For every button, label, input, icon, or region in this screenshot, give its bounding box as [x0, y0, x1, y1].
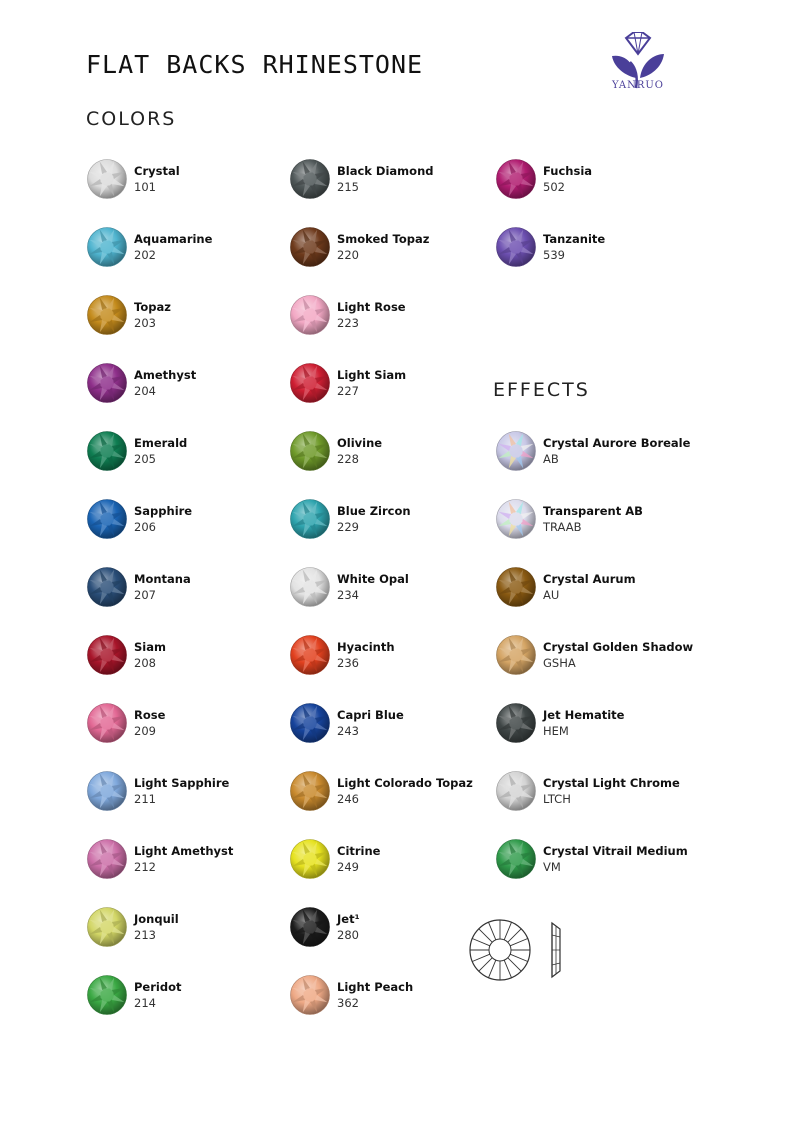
rhinestone-icon [496, 703, 536, 743]
rhinestone-icon [496, 635, 536, 675]
rhinestone-icon [290, 635, 330, 675]
swatch-code: 223 [337, 316, 359, 330]
swatch-code: 211 [134, 792, 156, 806]
swatch-code: TRAAB [543, 520, 582, 534]
rhinestone-icon [496, 431, 536, 471]
swatch-name: Rose [134, 708, 166, 722]
rhinestone-icon [87, 703, 127, 743]
swatch-code: GSHA [543, 656, 576, 670]
swatch-code: 220 [337, 248, 359, 262]
swatch-name: Emerald [134, 436, 188, 450]
swatch-code: 502 [543, 180, 565, 194]
rhinestone-icon [290, 975, 330, 1015]
swatch-code: 212 [134, 860, 156, 874]
swatch-code: 101 [134, 180, 156, 194]
swatch-name: Capri Blue [337, 708, 404, 722]
rhinestone-icon [290, 567, 330, 607]
swatch-name: Light Siam [337, 368, 407, 382]
rhinestone-icon [87, 635, 127, 675]
swatch-code: 206 [134, 520, 156, 534]
swatch-code: 228 [337, 452, 359, 466]
page-title: FLAT BACKS RHINESTONE [86, 50, 424, 79]
brand-name: YANRUO [612, 80, 664, 91]
rhinestone-icon [290, 159, 330, 199]
swatch-code: 209 [134, 724, 156, 738]
swatch-name: White Opal [337, 572, 409, 586]
swatch-code: 243 [337, 724, 359, 738]
swatch-name: Aquamarine [134, 232, 213, 246]
swatch-name: Sapphire [134, 504, 193, 518]
swatch-code: 213 [134, 928, 156, 942]
swatch-name: Crystal Golden Shadow [543, 640, 694, 654]
swatch-code: 207 [134, 588, 156, 602]
swatch-code: AB [543, 452, 559, 466]
rhinestone-icon [87, 975, 127, 1015]
swatch-name: Black Diamond [337, 164, 434, 178]
swatch-code: 214 [134, 996, 156, 1010]
swatch-name: Olivine [337, 436, 383, 450]
rhinestone-icon [290, 363, 330, 403]
rhinestone-diagram-icon [468, 915, 580, 985]
swatch-name: Siam [134, 640, 166, 654]
swatch-code: HEM [543, 724, 569, 738]
swatch-name: Light Rose [337, 300, 406, 314]
swatch-name: Light Amethyst [134, 844, 234, 858]
swatch-name: Jonquil [134, 912, 179, 926]
effects-heading: EFFECTS [493, 379, 590, 401]
swatch-code: 362 [337, 996, 359, 1010]
rhinestone-icon [87, 363, 127, 403]
rhinestone-icon [496, 227, 536, 267]
colors-heading: COLORS [86, 108, 177, 130]
swatch-code: 249 [337, 860, 359, 874]
swatch-code: 229 [337, 520, 359, 534]
rhinestone-icon [290, 703, 330, 743]
rhinestone-icon [290, 907, 330, 947]
rhinestone-icon [87, 227, 127, 267]
rhinestone-icon [290, 771, 330, 811]
swatch-name: Light Sapphire [134, 776, 230, 790]
swatch-name: Tanzanite [543, 232, 606, 246]
rhinestone-icon [496, 839, 536, 879]
swatch-code: 246 [337, 792, 359, 806]
rhinestone-icon [87, 159, 127, 199]
swatch-code: 236 [337, 656, 359, 670]
swatch-name: Light Colorado Topaz [337, 776, 473, 790]
swatch-code: VM [543, 860, 561, 874]
rhinestone-icon [290, 431, 330, 471]
swatch-name: Jet¹ [337, 912, 360, 926]
swatch-name: Crystal Aurore Boreale [543, 436, 691, 450]
rhinestone-icon [290, 295, 330, 335]
rhinestone-icon [290, 839, 330, 879]
swatch-code: 280 [337, 928, 359, 942]
swatch-name: Crystal Aurum [543, 572, 636, 586]
swatch-code: 234 [337, 588, 359, 602]
swatch-code: 227 [337, 384, 359, 398]
swatch-code: 215 [337, 180, 359, 194]
rhinestone-icon [496, 499, 536, 539]
swatch-code: 203 [134, 316, 156, 330]
swatch-name: Amethyst [134, 368, 197, 382]
swatch-code: 539 [543, 248, 565, 262]
swatch-code: LTCH [543, 792, 571, 806]
swatch-code: 204 [134, 384, 156, 398]
rhinestone-icon [87, 839, 127, 879]
rhinestone-icon [87, 295, 127, 335]
swatch-name: Crystal Vitrail Medium [543, 844, 688, 858]
rhinestone-icon [87, 567, 127, 607]
rhinestone-icon [87, 431, 127, 471]
rhinestone-icon [496, 567, 536, 607]
rhinestone-icon [87, 499, 127, 539]
swatch-name: Crystal [134, 164, 180, 178]
swatch-code: 208 [134, 656, 156, 670]
swatch-name: Montana [134, 572, 191, 586]
swatch-name: Blue Zircon [337, 504, 411, 518]
swatch-name: Transparent AB [543, 504, 643, 518]
rhinestone-icon [496, 159, 536, 199]
rhinestone-icon [496, 771, 536, 811]
swatch-name: Fuchsia [543, 164, 593, 178]
swatch-name: Crystal Light Chrome [543, 776, 680, 790]
rhinestone-icon [290, 499, 330, 539]
rhinestone-icon [87, 771, 127, 811]
swatch-code: 205 [134, 452, 156, 466]
swatch-name: Topaz [134, 300, 171, 314]
swatch-name: Peridot [134, 980, 182, 994]
rhinestone-icon [290, 227, 330, 267]
rhinestone-icon [87, 907, 127, 947]
swatch-name: Citrine [337, 844, 381, 858]
swatch-code: 202 [134, 248, 156, 262]
swatch-name: Light Peach [337, 980, 414, 994]
swatch-code: AU [543, 588, 560, 602]
swatch-name: Smoked Topaz [337, 232, 430, 246]
swatch-name: Jet Hematite [543, 708, 625, 722]
swatch-name: Hyacinth [337, 640, 395, 654]
